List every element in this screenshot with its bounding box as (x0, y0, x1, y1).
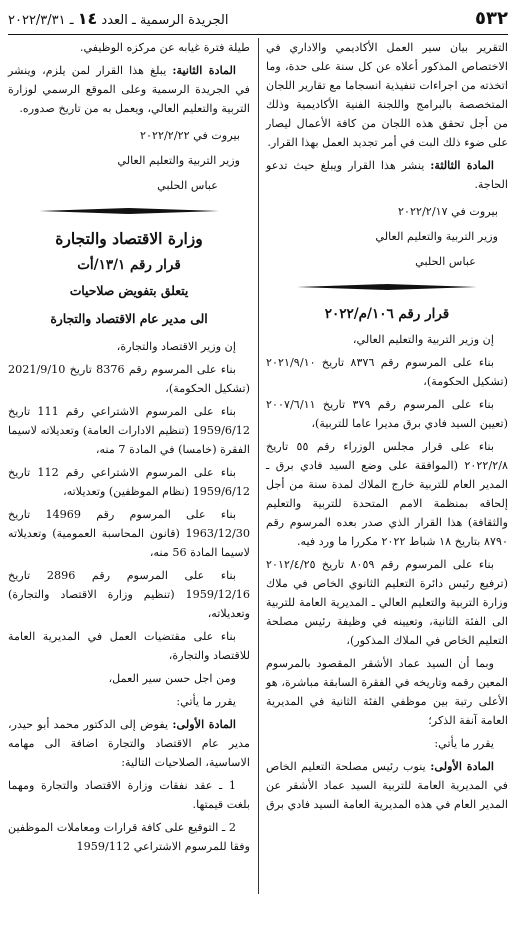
right-column (266, 38, 508, 818)
article-two (8, 61, 250, 118)
paragraph: إن وزير التربية والتعليم العالي، (352, 333, 494, 346)
issue-number: ١٤ (77, 8, 98, 28)
decision-subtitle: الى مدير عام الاقتصاد والتجارة (50, 311, 208, 326)
article-label: المادة الأولى: (430, 759, 494, 773)
paragraph: التقرير بيان سير العمل الأكاديمي والاداري في الاختصاص المذكور أعلاه عن كل سنة على حدة، وما اتخذته من اجراءات تنفيذية انسجاما مع تقارير اللجان المتخصصة بالبرامج واللجنة الفنية الأكاديمية وذلك من أجل تحقق هذه اللجان من كافة الأعمال ليصار على ضوء ذلك البت في أمر تجديد العمل بهذا القرار. (266, 41, 508, 149)
sign-title: وزير التربية والتعليم العالي (117, 154, 240, 167)
left-column (8, 38, 250, 860)
column-divider (258, 38, 259, 894)
article-label: المادة الثالثة: (430, 158, 494, 172)
paragraph: بناء على المرسوم رقم ٣٧٩ تاريخ ٢٠٠٧/٦/١١ (تعيين السيد فادي برق مديرا عاما للتربية)، (266, 398, 508, 430)
section-divider-ornament (297, 281, 477, 293)
page-number: ٥٣٢ (475, 7, 508, 29)
article-text: يبلغ هذا القرار لمن يلزم، وينشر في الجريدة الرسمية وعلى الموقع الرسمي لوزارة التربية والتعليم العالي، ويعمل به من تاريخ صدوره. (8, 64, 250, 115)
sign-title: وزير التربية والتعليم العالي (375, 230, 498, 243)
article-label: المادة الأولى: (172, 717, 236, 731)
paragraph: ومن اجل حسن سير العمل، (108, 672, 236, 685)
article-three (266, 156, 508, 194)
page-header (8, 6, 508, 35)
paragraph: بناء على المرسوم رقم 14969 تاريخ 1963/12/30 (قانون المحاسبة العمومية) وتعديلاته لاسيما المادة 56 منه، (8, 508, 250, 559)
article-one (266, 757, 508, 814)
paragraph: بناء على المرسوم رقم ٨٠٥٩ تاريخ ٢٠١٢/٤/٢٥ (ترفيع رئيس دائرة التعليم الثانوي الخاص في ملاك وزارة التربية والتعليم العالي ـ المديرية العامة للتربية الى الفئة الثانية، وتعيينه في وظيفة رئيس مصلحة التعليم الخاص في الملاك المذكور)، (266, 558, 508, 647)
list-item: 2 ـ التوقيع على كافة قرارات ومعاملات الموظفين وفقا للمرسوم الاشتراعي 1959/112 (8, 821, 250, 853)
running-title (8, 9, 229, 28)
sign-name: عباس الحلبي (157, 179, 218, 192)
paragraph: طيلة فترة غيابه عن مركزه الوظيفي. (79, 41, 250, 54)
decides-line: يقرر ما يأتي: (434, 737, 494, 750)
paragraph: بناء على قرار مجلس الوزراء رقم ٥٥ تاريخ ٢٠٢٢/٢/٨ (الموافقة على وضع السيد فادي برق ـ المدير العام للتربية خارج الملاك لمدة سنة من أجل إلحاقه بمنظمة الامم المتحدة للتربية والتعليم والثقافة) هذا القرار الذي صدر بعده المرسوم رقم ٨٧٩٠ بتاريخ ١٨ شباط ٢٠٢٢ مكررا ما ورد فيه. (266, 440, 508, 548)
decision-title: قرار رقم ١٠٦/م/٢٠٢٢ (324, 306, 450, 322)
decides-line: يقرر ما يأتي: (176, 695, 236, 708)
running-title-prefix: الجريدة الرسمية ـ العدد (101, 12, 229, 28)
article-text: ينشر هذا القرار ويبلغ حيث تدعو الحاجة. (266, 159, 508, 191)
ministry-heading: وزارة الاقتصاد والتجارة (55, 229, 203, 248)
sign-place-date: بيروت في ٢٠٢٢/٢/٢٢ (140, 129, 240, 142)
paragraph: بناء على المرسوم رقم 8376 تاريخ 2021/9/10 (تشكيل الحكومة)، (8, 363, 250, 395)
paragraph: بناء على المرسوم رقم 2896 تاريخ 1959/12/16 (تنظيم وزارة الاقتصاد والتجارة) وتعديلاته، (8, 569, 250, 620)
sign-place-date: بيروت في ٢٠٢٢/٢/١٧ (398, 205, 498, 218)
article-label: المادة الثانية: (172, 63, 236, 77)
running-title-suffix: ـ ٢٠٢٢/٣/٣١ (8, 12, 74, 28)
article-text: يفوض إلى الدكتور محمد أبو حيدر، مدير عام الاقتصاد والتجارة اضافة الى مهامه الاساسية، الصلاحيات التالية: (8, 718, 250, 769)
decision-subtitle: يتعلق بتفويض صلاحيات (69, 283, 189, 298)
paragraph: وبما أن السيد عماد الأشقر المقصود بالمرسوم المعين رقمه وتاريخه في الفقرة السابقة مباشرة، هو الأعلى رتبة بين موظفي الفئة الثانية في المديرية العامة آنفة الذكر؛ (266, 657, 508, 727)
article-one (8, 715, 250, 772)
section-divider-ornament (39, 205, 219, 217)
decision-title: قرار رقم ١٣/١/أت (77, 257, 181, 273)
paragraph: بناء على مقتضيات العمل في المديرية العامة للاقتصاد والتجارة، (8, 630, 250, 662)
list-item: 1 ـ عقد نفقات وزارة الاقتصاد والتجارة ومهما بلغت قيمتها. (8, 779, 250, 811)
paragraph: بناء على المرسوم الاشتراعي رقم 112 تاريخ 1959/6/12 (نظام الموظفين) وتعديلاته، (8, 466, 250, 498)
article-text: ينوب رئيس مصلحة التعليم الخاص في المديرية العامة للتربية السيد عماد الأشقر عن المدير العام في هذه المديرية العامة السيد فادي برق (266, 760, 508, 811)
sign-name: عباس الحلبي (415, 255, 476, 268)
paragraph: بناء على المرسوم رقم ٨٣٧٦ تاريخ ٢٠٢١/٩/١٠ (تشكيل الحكومة)، (266, 356, 508, 388)
paragraph: بناء على المرسوم الاشتراعي رقم 111 تاريخ 1959/6/12 (تنظيم الادارات العامة) وتعديلاته لاسيما الفقرة (خامسا) في المادة 7 منه، (7, 405, 250, 456)
paragraph: إن وزير الاقتصاد والتجارة، (116, 340, 236, 353)
